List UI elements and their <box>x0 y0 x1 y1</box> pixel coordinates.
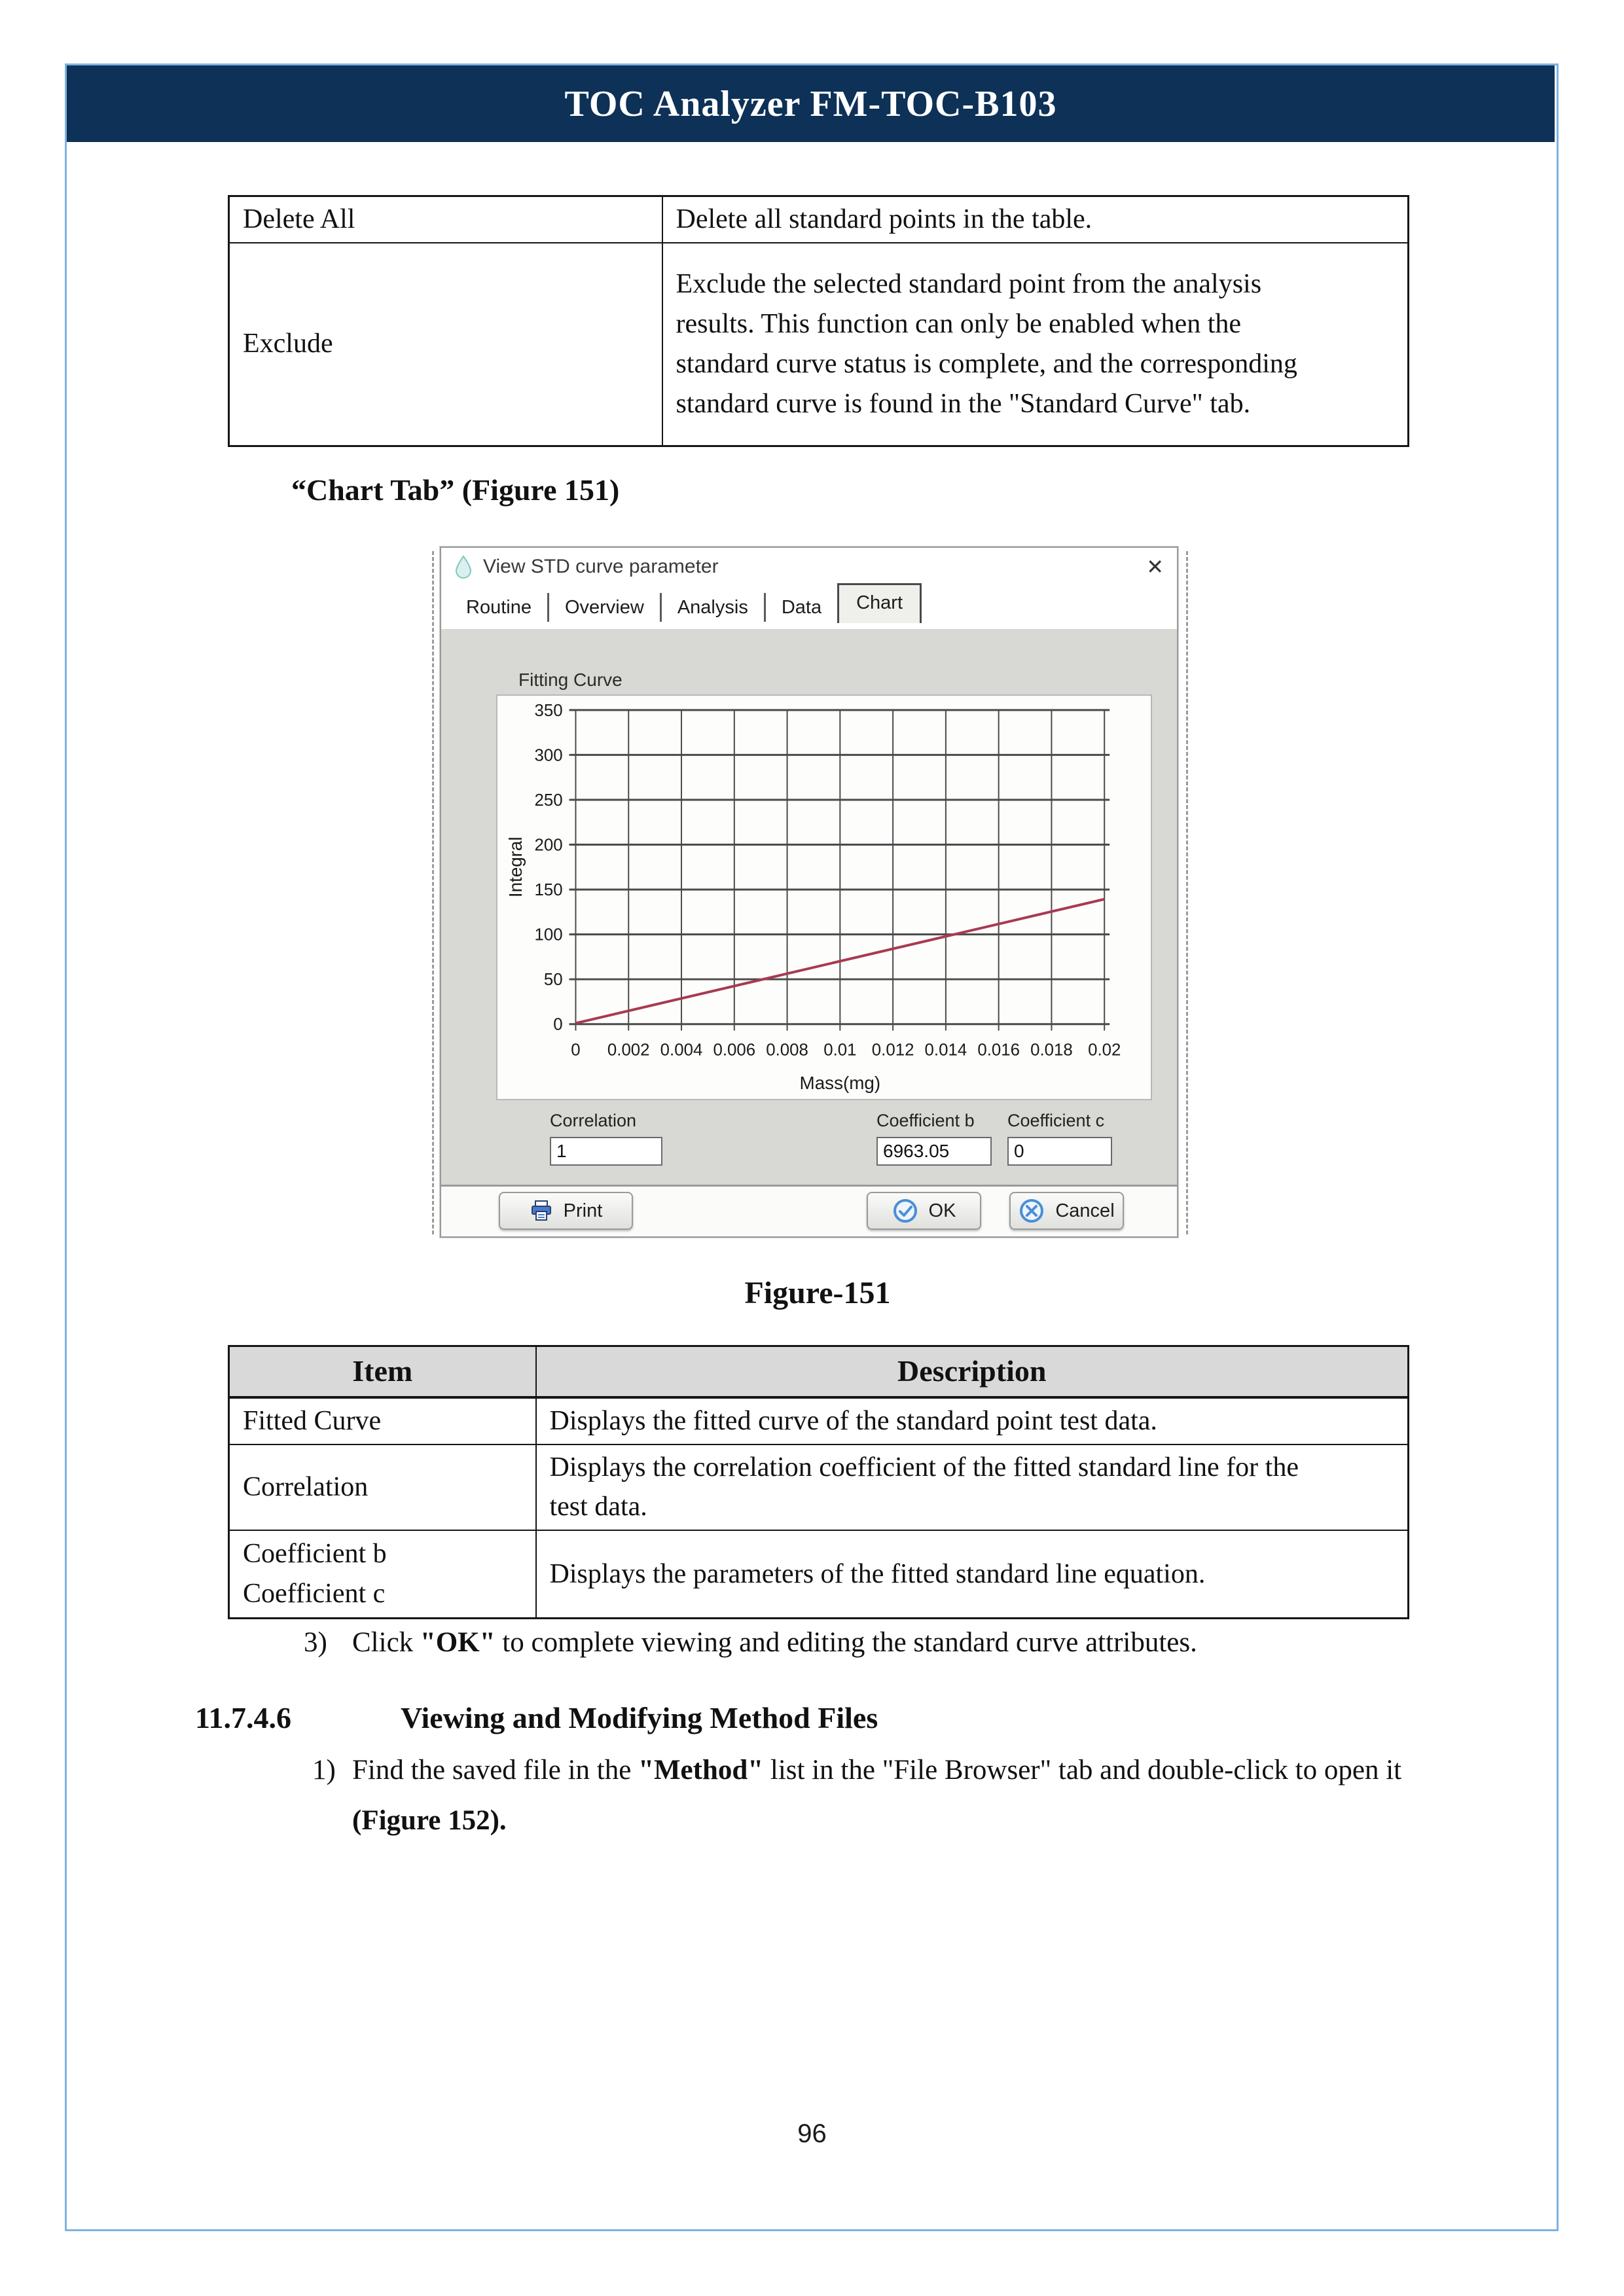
step-number: 3) <box>304 1627 327 1658</box>
svg-text:350: 350 <box>534 701 563 720</box>
action-name-cell: Delete All <box>229 196 662 243</box>
figure-caption: Figure-151 <box>744 1276 891 1310</box>
item-cell: Fitted Curve <box>229 1397 536 1444</box>
coefficient-c-label: Coefficient c <box>1007 1111 1105 1130</box>
svg-text:100: 100 <box>534 925 563 944</box>
correlation-field[interactable] <box>550 1137 662 1166</box>
step-number: 1) <box>312 1755 336 1785</box>
svg-text:0.008: 0.008 <box>766 1041 808 1060</box>
description-cell <box>536 1444 1409 1531</box>
actions-table <box>228 195 1409 447</box>
svg-text:Integral: Integral <box>505 836 526 898</box>
svg-text:0.016: 0.016 <box>977 1041 1020 1060</box>
svg-text:0.012: 0.012 <box>871 1041 914 1060</box>
ok-button[interactable] <box>867 1192 981 1230</box>
action-desc-cell <box>662 243 1409 446</box>
cancel-button-label: Cancel <box>1055 1200 1115 1221</box>
description-cell: Displays the fitted curve of the standard point test data. <box>536 1397 1409 1444</box>
coefficient-b-label: Coefficient b <box>876 1111 975 1130</box>
table-row <box>229 1397 1409 1444</box>
step-text: Click "OK" to complete viewing and editing the standard curve attributes. <box>352 1627 1197 1658</box>
table-row <box>229 196 1409 243</box>
item-cell <box>229 1530 536 1619</box>
item-line: Coefficient c <box>243 1579 386 1609</box>
dialog-titlebar <box>441 548 1177 586</box>
coefficient-c-field[interactable] <box>1007 1137 1112 1166</box>
tab-routine[interactable]: Routine <box>450 593 549 622</box>
dialog-footer <box>441 1185 1177 1236</box>
section-title: Viewing and Modifying Method Files <box>401 1701 878 1734</box>
item-header-cell: Item <box>229 1346 536 1397</box>
table-row <box>229 1530 1409 1619</box>
tab-chart[interactable]: Chart <box>837 583 922 623</box>
description-header-cell: Description <box>536 1346 1409 1397</box>
printer-icon <box>530 1200 553 1222</box>
table-row <box>229 1444 1409 1531</box>
print-button-label: Print <box>563 1200 603 1221</box>
svg-text:300: 300 <box>534 746 563 765</box>
svg-text:200: 200 <box>534 836 563 855</box>
print-button[interactable] <box>499 1192 633 1230</box>
table-header-row <box>229 1346 1409 1397</box>
page-header <box>67 65 1555 142</box>
svg-text:0.002: 0.002 <box>607 1041 650 1060</box>
svg-text:150: 150 <box>534 881 563 900</box>
check-circle-icon <box>892 1198 918 1224</box>
x-circle-icon <box>1019 1198 1045 1224</box>
step-text: Find the saved file in the "Method" list in the "File Browser" tab and double-click to open it (Figure 152). <box>352 1755 1402 1837</box>
svg-text:0.02: 0.02 <box>1088 1041 1121 1060</box>
screenshot-edge-artifact <box>1186 551 1188 1234</box>
svg-text:0.01: 0.01 <box>823 1041 857 1060</box>
svg-text:0: 0 <box>571 1041 581 1060</box>
fitting-curve-chart <box>497 696 1151 1099</box>
dialog-title: View STD curve parameter <box>483 556 719 577</box>
correlation-label: Correlation <box>550 1111 637 1130</box>
cancel-button[interactable] <box>1009 1192 1124 1230</box>
fitting-curve-chart-panel <box>496 694 1152 1100</box>
svg-text:0.018: 0.018 <box>1030 1041 1073 1060</box>
screenshot-edge-artifact <box>432 551 434 1234</box>
dialog-tab-bar <box>441 586 1177 629</box>
page-number: 96 <box>797 2119 827 2148</box>
figure-heading: “Chart Tab” (Figure 151) <box>291 473 620 507</box>
view-std-curve-parameter-dialog <box>440 547 1178 1238</box>
chart-items-table <box>228 1345 1409 1619</box>
svg-text:Mass(mg): Mass(mg) <box>799 1073 881 1094</box>
action-desc-text: Exclude the selected standard point from the analysis results. This function can only be enabled when the standard curve status is complete, and the corresponding standard curve is found in the "Standard Curve" tab. <box>676 269 1297 419</box>
step-3 <box>304 1622 1416 1664</box>
item-line: Coefficient b <box>243 1539 387 1570</box>
svg-text:50: 50 <box>543 971 563 990</box>
section-heading <box>195 1700 878 1735</box>
svg-text:250: 250 <box>534 791 563 810</box>
svg-text:0.014: 0.014 <box>924 1041 967 1060</box>
svg-text:0.006: 0.006 <box>713 1041 756 1060</box>
svg-text:0.004: 0.004 <box>660 1041 703 1060</box>
description-text: Displays the correlation coefficient of the fitted standard line for the test data. <box>549 1452 1299 1522</box>
description-cell: Displays the parameters of the fitted standard line equation. <box>536 1530 1409 1619</box>
water-drop-icon <box>454 555 473 579</box>
tab-analysis[interactable]: Analysis <box>662 593 766 622</box>
tab-data[interactable]: Data <box>781 597 822 618</box>
table-row <box>229 243 1409 446</box>
section-number: 11.7.4.6 <box>195 1701 291 1734</box>
dialog-content <box>441 629 1177 1187</box>
action-name-cell: Exclude <box>229 243 662 446</box>
ok-button-label: OK <box>928 1200 956 1221</box>
step-1 <box>312 1745 1412 1846</box>
tab-overview[interactable]: Overview <box>549 593 662 622</box>
fitting-curve-group-label: Fitting Curve <box>518 670 623 690</box>
coefficient-b-field[interactable] <box>876 1137 992 1166</box>
close-icon[interactable]: ✕ <box>1146 555 1164 579</box>
action-desc-cell: Delete all standard points in the table. <box>662 196 1409 243</box>
item-cell: Correlation <box>229 1444 536 1531</box>
page-title: TOC Analyzer FM-TOC-B103 <box>564 83 1057 124</box>
svg-text:0: 0 <box>553 1015 563 1034</box>
